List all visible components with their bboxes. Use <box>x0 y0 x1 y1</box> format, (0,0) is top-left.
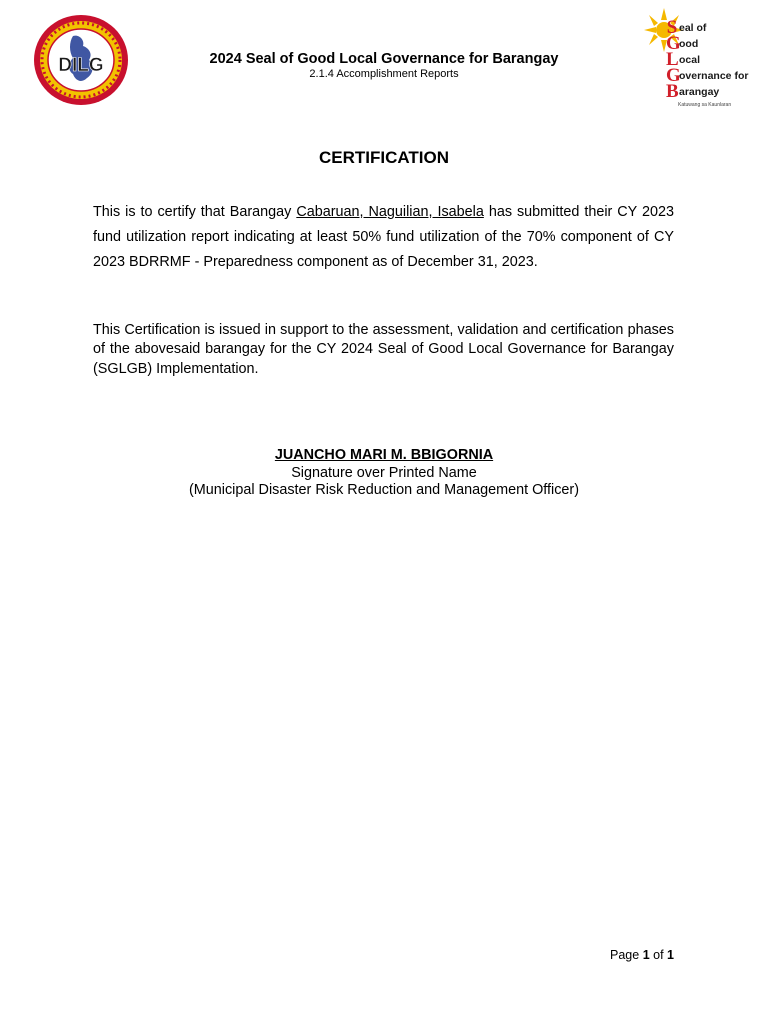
page-word: Page <box>610 948 640 962</box>
barangay-name: Cabaruan, Naguilian, Isabela <box>296 204 484 220</box>
sglgb-wordmark <box>666 17 766 102</box>
signatory-position: (Municipal Disaster Risk Reduction and Management Officer) <box>188 482 580 498</box>
signatory-name: JUANCHO MARI M. BBIGORNIA <box>274 447 494 463</box>
sglgb-word: ocal <box>679 54 701 66</box>
certification-paragraph <box>93 200 674 275</box>
sglgb-initial: B <box>666 81 679 102</box>
sglgb-wordmark-row <box>666 81 766 102</box>
document-title: CERTIFICATION <box>318 148 449 167</box>
sglgb-wordmark-row <box>666 17 766 38</box>
sglgb-initial: G <box>666 33 681 54</box>
page-number <box>610 948 674 962</box>
signature-block <box>0 447 768 500</box>
paragraph-text-after: has submitted their CY 2023 fund utilization report indicating at least 50% fund utilization of the 70% component of CY 2023 BDRRMF - Preparedness component as of December 31, 2023. <box>93 204 674 270</box>
header-title: 2024 Seal of Good Local Governance for Barangay <box>209 51 559 67</box>
svg-text:DILG: DILG <box>58 55 104 76</box>
sglgb-initial: G <box>666 65 681 86</box>
signature-line-label: Signature over Printed Name <box>291 464 477 481</box>
purpose-paragraph: This Certification is issued in support to the assessment, validation and certification phases of the abovesaid barangay for the CY 2024 Seal of Good Local Governance for Barangay (SGLGB) Implementation. <box>93 322 674 377</box>
header-subtitle: 2.1.4 Accomplishment Reports <box>309 68 459 80</box>
sglgb-initial: L <box>666 49 679 70</box>
sglgb-wordmark-row <box>666 65 766 86</box>
paragraph-text-before: This is to certify that Barangay <box>93 204 297 220</box>
of-word: of <box>653 948 664 962</box>
sglgb-word: overnance for <box>679 70 749 82</box>
sglgb-logo <box>640 6 760 112</box>
sglgb-wordmark-row <box>666 33 766 54</box>
sglgb-word: ood <box>679 38 699 50</box>
dilg-seal-logo <box>33 14 129 106</box>
sglgb-wordmark-row <box>666 49 766 70</box>
sglgb-word: eal of <box>679 22 707 34</box>
page-total: 1 <box>667 948 674 962</box>
sglgb-word: arangay <box>679 86 720 98</box>
sglgb-initial: S <box>666 17 678 38</box>
sglgb-tagline: Katuwang sa Kaunlaran <box>678 102 732 108</box>
page-current: 1 <box>642 948 650 962</box>
